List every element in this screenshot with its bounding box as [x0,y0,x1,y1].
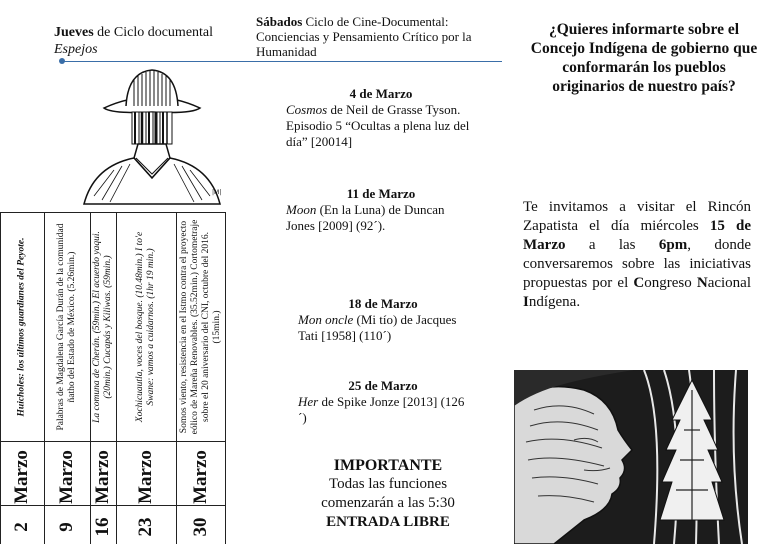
invite-date: 15 de Marzo [523,218,752,253]
schedule-film: Huicholes: los últimos guardianes del Peyote. [16,237,27,417]
schedule-table [0,212,226,544]
event-entry [298,296,468,344]
col1-heading [54,24,254,58]
cni-part: ongreso [644,275,697,291]
col1-heading-rest: de Ciclo documental [93,25,214,40]
schedule-month: Marzo [56,450,77,504]
event-entry [286,186,476,234]
schedule-month: Marzo [11,450,32,504]
cni-part: acional [707,275,751,291]
schedule-film: La comuna de Cherán. (59min.) El acuerdo yaqui. (20min.) Cucapás y Kiliwas. (59min.) [92,231,113,423]
col1-heading-bold: Jueves [54,25,94,40]
schedule-row [116,213,176,544]
schedule-day: 16 [92,517,113,537]
indigenous-portrait-woodcut [514,370,748,544]
schedule-month: Marzo [135,450,156,504]
schedule-day: 2 [11,522,32,532]
invitation-text [523,198,751,312]
event-entry [298,378,468,426]
event-desc: (En la Luna) de Duncan Jones [2009] (92´). [286,202,445,233]
event-title: Moon [286,202,317,217]
event-desc: de Spike Jonze [2013] (126´) [298,394,465,425]
important-title: IMPORTANTE [333,457,443,474]
event-title: Her [298,394,319,409]
schedule-film: Somos viento, resistencia en el Istmo contra el proyecto eólico de Mareña Renovables. (35.52min.) Cortometraje sobre el 20 aniversario del CNI, octubre del 2016. (15min.) [179,219,222,435]
schedule-day: 23 [135,517,156,537]
cni-initial: I [523,294,529,310]
event-desc: de Neil de Grasse Tyson. Episodio 5 “Ocultas a plena luz del día” [20014] [286,102,470,149]
col2-heading-bold: Sábados [256,14,303,29]
important-notice [288,456,488,532]
schedule-row [176,213,226,544]
event-date: 18 de Marzo [348,296,418,311]
schedule-row [0,213,44,544]
event-entry [286,86,476,150]
schedule-row [90,213,116,544]
question-heading: ¿Quieres informarte sobre el Concejo Indígena de gobierno que conformarán los pueblos originarios de nuestro país? [530,21,758,95]
schedule-day: 30 [190,517,211,537]
invite-part: a las [565,237,659,253]
schedule-day: 9 [56,522,77,532]
cni-initial: C [633,275,645,291]
event-date: 25 de Marzo [348,378,418,393]
col1-subheading: Espejos [54,42,98,57]
header-divider [62,61,502,62]
schedule-month: Marzo [92,450,113,504]
important-line2: comenzarán a las 5:30 [321,495,455,511]
col2-heading-rest: Ciclo de Cine-Documental: Conciencias y Pensamiento Crítico por la Humanidad [256,14,472,59]
cni-initial: N [696,275,708,291]
schedule-month: Marzo [190,450,211,504]
event-title: Mon oncle [298,312,354,327]
masked-figure-illustration [74,66,230,206]
event-date: 4 de Marzo [349,86,413,101]
event-date: 11 de Marzo [346,186,416,201]
schedule-film: Xochicuautla, voces del bosque. (10.48min.) I to'e Swane: vamos a cuidarnos. (1hr 19 min.) [135,231,156,423]
event-desc: (Mi tío) de Jacques Tati [1958] (110´) [298,312,457,343]
event-title: Cosmos [286,102,328,117]
schedule-row [44,213,90,544]
col2-heading [256,14,514,59]
divider-dot [59,58,65,64]
important-line3: ENTRADA LIBRE [326,514,450,530]
invite-part: , donde conversaremos sobre las iniciativas propuestas por el [523,237,751,291]
svg-text:|M|: |M| [212,189,222,196]
cni-part: ndígena. [528,294,581,310]
schedule-film: Palabras de Magdalena García Durán de la comunidad ñatho del Estado de México. (5.26min.) [56,223,77,431]
invite-part: Te invitamos a visitar el Rincón Zapatista el día miércoles [523,199,751,234]
important-line1: Todas las funciones [328,476,448,492]
invite-time: 6pm [658,237,688,253]
